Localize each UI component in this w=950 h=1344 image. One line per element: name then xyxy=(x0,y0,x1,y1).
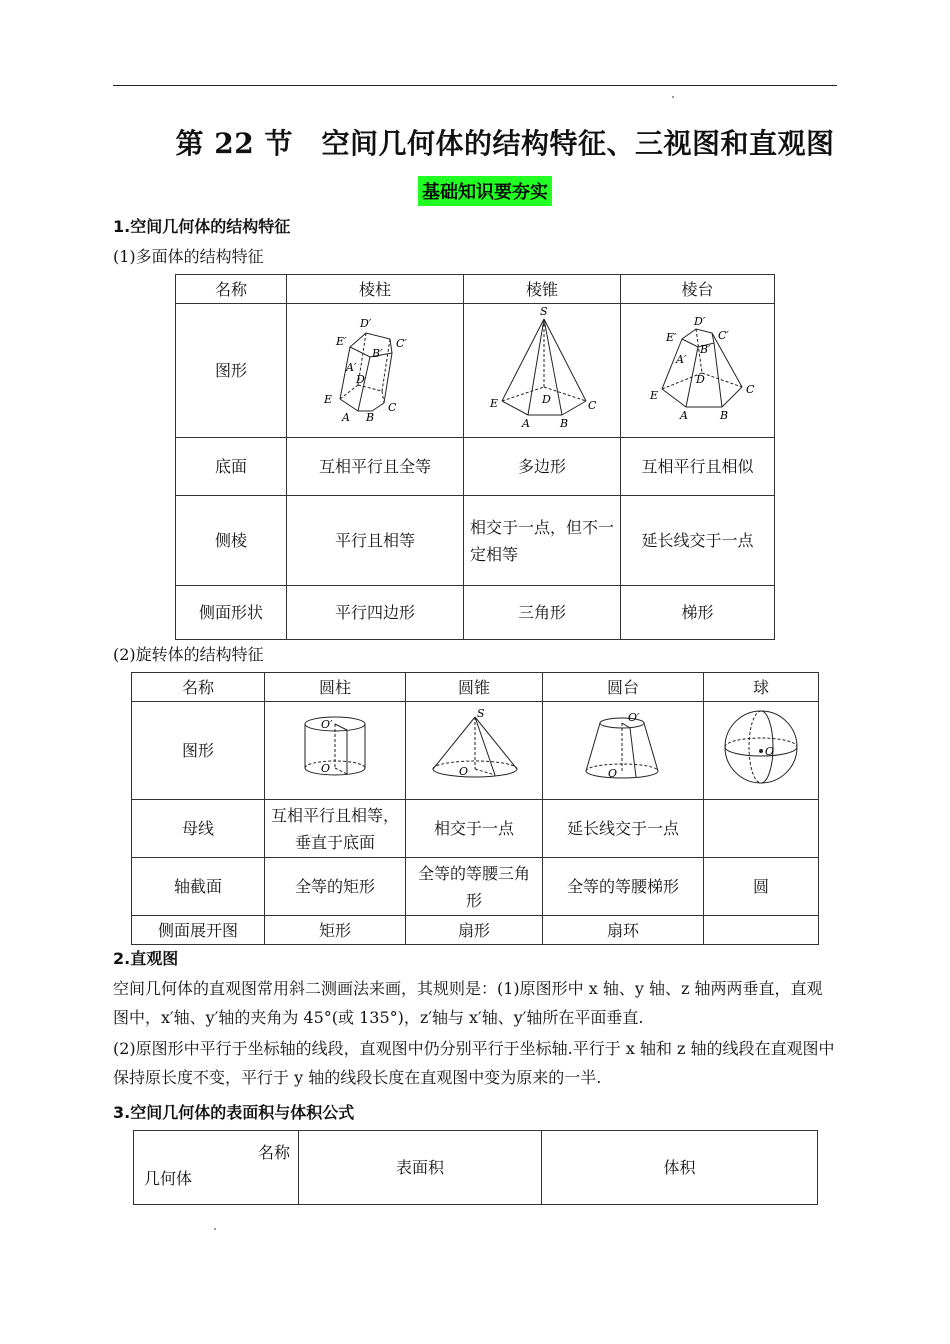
prism-label: E xyxy=(324,392,333,406)
row-label-figure: 图形 xyxy=(132,702,265,800)
prism-label: D xyxy=(356,372,365,386)
cone-generatrix: 相交于一点 xyxy=(406,800,543,858)
frustum-base: 互相平行且相似 xyxy=(621,438,775,496)
sphere-axial: 圆 xyxy=(704,858,819,916)
cylinder-label: O xyxy=(321,761,331,775)
prism-label: A′ xyxy=(346,360,357,374)
speck xyxy=(672,96,674,98)
corner-bottom: 几何体 xyxy=(144,1169,193,1188)
page-title: 第 22 节 空间几何体的结构特征、三视图和直观图 xyxy=(175,127,835,160)
row-label-generatrix: 母线 xyxy=(132,800,265,858)
prism-label: E′ xyxy=(336,334,347,348)
header-surface: 表面积 xyxy=(299,1131,542,1205)
prism-base: 互相平行且全等 xyxy=(287,438,464,496)
header-prism: 棱柱 xyxy=(287,275,464,304)
pyramid-label: D xyxy=(542,392,551,406)
pyramid-figure-cell xyxy=(464,304,621,438)
cfrustum-label: O′ xyxy=(628,710,640,724)
prism-label: A xyxy=(342,410,350,423)
pyramid-label: E xyxy=(490,396,499,410)
sphere-unfold xyxy=(704,916,819,945)
pyramid-base: 多边形 xyxy=(464,438,621,496)
cfrustum-unfold: 扇环 xyxy=(543,916,704,945)
cylinder-figure-cell xyxy=(265,702,406,800)
cone-figure-cell xyxy=(406,702,543,800)
cone-figure xyxy=(419,709,529,785)
frustum-label: A xyxy=(679,408,688,422)
row-label-base: 底面 xyxy=(176,438,287,496)
cfrustum-generatrix: 延长线交于一点 xyxy=(543,800,704,858)
header-frustum: 棱台 xyxy=(621,275,775,304)
row-label-face: 侧面形状 xyxy=(176,586,287,640)
heading-intuitive: 2.直观图 xyxy=(113,949,179,968)
frustum-label: B xyxy=(719,408,728,422)
prism-figure-cell xyxy=(287,304,464,438)
pyramid-figure xyxy=(482,305,602,429)
pyramid-label: C xyxy=(588,398,597,412)
section-badge: 基础知识要夯实 xyxy=(418,176,552,206)
sphere-generatrix xyxy=(704,800,819,858)
cfrustum-figure-cell xyxy=(543,702,704,800)
heading-structure: 1.空间几何体的结构特征 xyxy=(113,217,291,236)
header-cylinder: 圆柱 xyxy=(265,673,406,702)
corner-cell xyxy=(134,1131,299,1205)
pyramid-label: S xyxy=(540,304,548,318)
cfrustum-label: O xyxy=(608,766,618,780)
prism-label: B′ xyxy=(372,346,383,360)
cone-axial: 全等的等腰三角形 xyxy=(406,858,543,916)
heading-formulas: 3.空间几何体的表面积与体积公式 xyxy=(113,1103,355,1122)
header-pyramid: 棱锥 xyxy=(464,275,621,304)
cone-label: O xyxy=(459,764,469,778)
cfrustum-axial: 全等的等腰梯形 xyxy=(543,858,704,916)
frustum-figure-cell xyxy=(621,304,775,438)
prism-label: C′ xyxy=(396,336,407,350)
row-label-figure: 图形 xyxy=(176,304,287,438)
header-name: 名称 xyxy=(132,673,265,702)
rotation-table xyxy=(131,672,819,945)
subheading-polyhedron: (1)多面体的结构特征 xyxy=(113,247,264,266)
header-volume: 体积 xyxy=(542,1131,818,1205)
frustum-label: E xyxy=(649,388,658,402)
pyramid-edge: 相交于一点，但不一定相等 xyxy=(464,496,621,586)
prism-label: B xyxy=(366,410,375,423)
sphere-label: O xyxy=(765,744,775,758)
paragraph-rules-1: 空间几何体的直观图常用斜二测画法来画，其规则是：(1)原图形中 x 轴、y 轴、z 轴两两垂直，直观图中，x′轴、y′轴的夹角为 45°(或 135°)，z′轴与 x′轴、y′轴所在平面垂直. xyxy=(113,979,823,1027)
prism-edge: 平行且相等 xyxy=(287,496,464,586)
frustum-label: A′ xyxy=(675,352,686,366)
cylinder-figure xyxy=(295,712,375,782)
cone-label: S xyxy=(477,708,485,720)
sphere-figure-cell xyxy=(704,702,819,800)
frustum-label: B′ xyxy=(699,342,711,356)
frustum-label: D′ xyxy=(693,314,705,328)
sphere-figure xyxy=(719,707,803,787)
pyramid-label: A xyxy=(522,416,530,429)
frustum-label: C xyxy=(745,382,754,396)
pyramid-face: 三角形 xyxy=(464,586,621,640)
sphere-center xyxy=(759,749,763,753)
formula-table xyxy=(133,1130,818,1205)
frustum-edge: 延长线交于一点 xyxy=(621,496,775,586)
frustum-label: C′ xyxy=(717,328,729,342)
pyramid-label: B xyxy=(560,416,569,429)
header-sphere: 球 xyxy=(704,673,819,702)
prism-label: D′ xyxy=(360,316,372,330)
subheading-rotation: (2)旋转体的结构特征 xyxy=(113,645,264,664)
row-label-axial: 轴截面 xyxy=(132,858,265,916)
corner-top: 名称 xyxy=(257,1143,290,1162)
speck xyxy=(214,1228,216,1230)
frustum-figure xyxy=(638,311,758,423)
header-cone: 圆锥 xyxy=(406,673,543,702)
frustum-label: D xyxy=(695,372,705,386)
paragraph-rules-2: (2)原图形中平行于坐标轴的线段，直观图中仍分别平行于坐标轴.平行于 x 轴和 z 轴的线段在直观图中保持原长度不变，平行于 y 轴的线段长度在直观图中变为原来的一半. xyxy=(113,1039,835,1087)
frustum-face: 梯形 xyxy=(621,586,775,640)
cylinder-unfold: 矩形 xyxy=(265,916,406,945)
row-label-edge: 侧棱 xyxy=(176,496,287,586)
polyhedron-table xyxy=(175,274,775,640)
top-rule xyxy=(113,85,837,86)
cylinder-label: O′ xyxy=(321,717,333,731)
frustum-label: E′ xyxy=(665,330,677,344)
cone-unfold: 扇形 xyxy=(406,916,543,945)
prism-label: C xyxy=(388,400,397,414)
cfrustum-figure xyxy=(578,709,668,785)
cylinder-generatrix: 互相平行且相等，垂直于底面 xyxy=(265,800,406,858)
header-cfrustum: 圆台 xyxy=(543,673,704,702)
header-name: 名称 xyxy=(176,275,287,304)
row-label-unfold: 侧面展开图 xyxy=(132,916,265,945)
prism-figure xyxy=(320,311,430,423)
cylinder-axial: 全等的矩形 xyxy=(265,858,406,916)
prism-face: 平行四边形 xyxy=(287,586,464,640)
